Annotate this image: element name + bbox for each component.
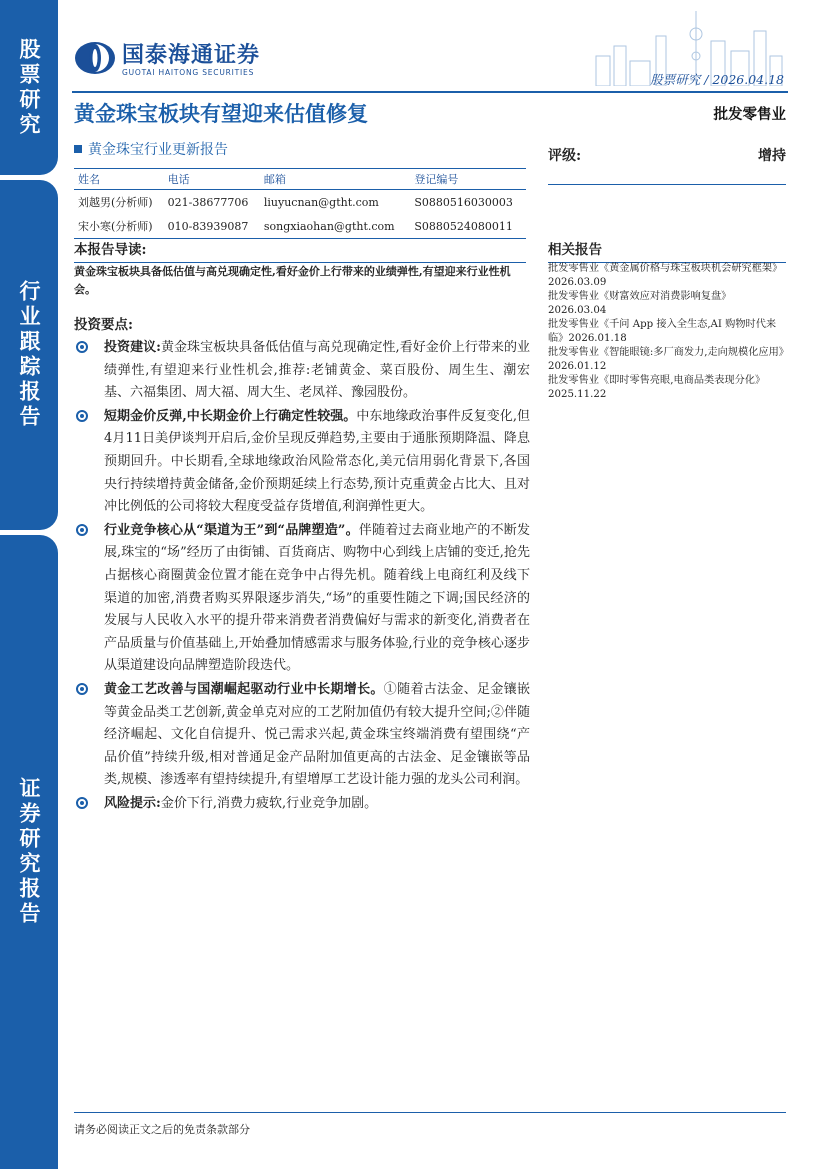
analyst-phone: 010-83939087	[164, 214, 260, 239]
logo	[74, 38, 260, 77]
guide-text: 黄金珠宝板块具备低估值与高兑现确定性,看好金价上行带来的业绩弹性,有望迎来行业性机会。	[74, 265, 511, 296]
bullet-icon	[76, 683, 88, 695]
column-header: 电话	[164, 169, 260, 190]
report-type-date: 股票研究 / 2026.04.18	[650, 72, 784, 87]
analyst-email[interactable]: liuyucnan@gtht.com	[263, 195, 379, 209]
bullet-icon	[76, 524, 88, 536]
analyst-email[interactable]: songxiaohan@gtht.com	[260, 214, 411, 239]
bullet-icon	[76, 341, 88, 353]
investment-heading: 投资要点:	[74, 317, 133, 333]
related-report-link[interactable]: 批发零售业《财富效应对消费影响复盘》2026.03.04	[548, 291, 732, 316]
rating	[548, 145, 786, 165]
logo-icon	[74, 41, 116, 75]
disclaimer-footer: 请务必阅读正文之后的免责条款部分	[74, 1112, 786, 1137]
related-reports-heading: 相关报告	[548, 238, 786, 263]
industry-label: 批发零售业	[713, 106, 786, 123]
list-item: 短期金价反弹,中长期金价上行确定性较强。中东地缘政治事件反复变化,但4月11日美伊谈判开启后,金价呈现反弹趋势,主要由于通胀预期降温、降息预期回升。中长期看,全球地缘政治风险常态化,美元信用弱化背景下,各国央行持续增持黄金储备,金价预期延续上行态势,预计克重黄金占比大、且对冲比例低的公司将较大程度受益存货增值,利润弹性更大。	[74, 406, 530, 519]
list-item: 风险提示:金价下行,消费力疲软,行业竞争加剧。	[74, 793, 530, 816]
related-report-link[interactable]: 批发零售业《黄金属价格与珠宝板块机会研究框架》2026.03.09	[548, 263, 783, 288]
analyst-reg-no: S0880516030003	[414, 195, 513, 209]
sidebar-stock-research: 股票研究	[0, 0, 58, 175]
related-report-link[interactable]: 批发零售业《千问 App 接入全生态,AI 购物时代来临》2026.01.18	[548, 319, 777, 344]
investment-points	[74, 337, 530, 816]
page-header	[70, 30, 786, 90]
column-header: 姓名	[74, 169, 164, 190]
related-reports-list	[548, 262, 786, 402]
sidebar-securities-research: 证券研究报告	[0, 535, 58, 1169]
square-bullet-icon	[74, 145, 82, 153]
rating-value: 增持	[758, 148, 786, 164]
sidebar	[0, 0, 58, 1169]
analyst-table	[74, 168, 526, 239]
guide-heading: 本报告导读:	[74, 238, 526, 263]
list-item: 投资建议:黄金珠宝板块具备低估值与高兑现确定性,看好金价上行带来的业绩弹性,有望迎来行业性机会,推荐:老铺黄金、菜百股份、周生生、潮宏基、六福集团、周大福、周大生、老凤祥、豫园股份。	[74, 337, 530, 405]
analyst-name: 宋小寒(分析师)	[74, 214, 164, 239]
analyst-phone: 021-38677706	[167, 195, 249, 209]
report-subtitle: 黄金珠宝行业更新报告	[74, 139, 228, 159]
logo-name-cn: 国泰海通证券	[122, 43, 261, 68]
rating-label: 评级:	[548, 148, 582, 164]
bullet-icon	[76, 797, 88, 809]
column-header: 邮箱	[260, 169, 411, 190]
column-header: 登记编号	[410, 169, 526, 190]
header-divider	[72, 91, 788, 93]
table-row	[74, 190, 526, 215]
analyst-name: 刘越男(分析师)	[78, 196, 153, 209]
related-report-link[interactable]: 批发零售业《即时零售亮眼,电商品类表现分化》2025.11.22	[548, 375, 766, 400]
rating-divider	[548, 184, 786, 185]
analyst-reg-no: S0880524080011	[410, 214, 526, 239]
logo-name-en: GUOTAI HAITONG SECURITIES	[122, 68, 255, 77]
sidebar-industry-tracking: 行业跟踪报告	[0, 180, 58, 530]
related-report-link[interactable]: 批发零售业《智能眼镜:多厂商发力,走向规模化应用》2026.01.12	[548, 347, 784, 372]
list-item: 行业竞争核心从“渠道为王”到“品牌塑造”。伴随着过去商业地产的不断发展,珠宝的“场”经历了由街铺、百货商店、购物中心到线上店铺的变迁,抢先占据核心商圈黄金位置才能在竞争中占得先机。随着线上电商红利及线下渠道的加密,消费者购买界限逐步消失,“场”的重要性随之下调;国民经济的发展与人民收入水平的提升带来消费者消费偏好与需求的新变化,消费者在产品质量与价值基础上,开始叠加情感需求与服务体验,行业的竞争核心逐步从渠道建设向品牌塑造阶段迭代。	[74, 520, 530, 678]
list-item: 黄金工艺改善与国潮崛起驱动行业中长期增长。①随着古法金、足金镶嵌等黄金品类工艺创新,黄金单克对应的工艺附加值仍有较大提升空间;②伴随经济崛起、文化自信提升、悦己需求兴起,黄金珠宝终端消费有望围绕“产品价值”持续升级,相对普通足金产品附加值更高的古法金、足金镶嵌等品类,规模、渗透率有望持续提升,有望增厚工艺设计能力强的龙头公司利润。	[74, 679, 530, 792]
bullet-icon	[76, 410, 88, 422]
page-title: 黄金珠宝板块有望迎来估值修复	[74, 102, 368, 126]
table-row	[74, 214, 526, 239]
